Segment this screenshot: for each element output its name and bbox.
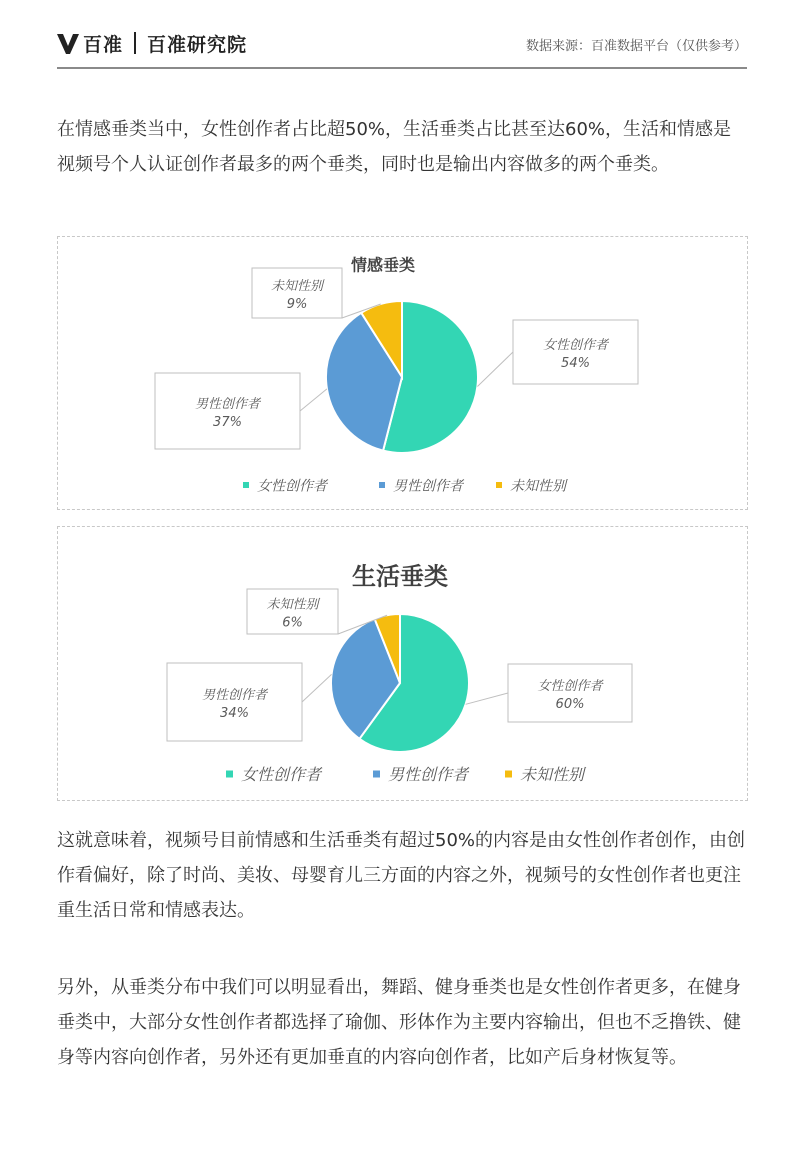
paragraph-intro: 在情感垂类当中，女性创作者占比超50%，生活垂类占比甚至达60%，生活和情感是视频号个人认证创作者最多的两个垂类，同时也是输出内容做多的两个垂类。 bbox=[57, 119, 732, 175]
header bbox=[57, 26, 747, 66]
legend-label-female: 女性创作者 bbox=[241, 765, 322, 785]
legend-label-unknown: 未知性别 bbox=[520, 765, 585, 785]
data-label-category: 男性创作者 bbox=[194, 397, 261, 412]
legend-label-unknown: 未知性别 bbox=[510, 478, 566, 495]
legend-swatch-male bbox=[379, 482, 385, 488]
leader-line bbox=[300, 389, 327, 411]
brand-logo-icon bbox=[57, 34, 79, 54]
chart-title: 情感垂类 bbox=[350, 255, 416, 275]
life-pie-chart bbox=[58, 527, 747, 800]
chart-title: 生活垂类 bbox=[352, 562, 448, 591]
legend-swatch-unknown bbox=[496, 482, 502, 488]
legend-label-male: 男性创作者 bbox=[388, 765, 469, 785]
data-label-value: 34% bbox=[220, 706, 249, 721]
legend-label-male: 男性创作者 bbox=[393, 478, 463, 495]
paragraph-dance-fitness: 另外，从垂类分布中我们可以明显看出，舞蹈、健身垂类也是女性创作者更多，在健身垂类中，大部分女性创作者都选择了瑜伽、形体作为主要内容输出，但也不乏撸铁、健身等内容向创作者，另外还有更加垂直的内容向创作者，比如产后身材恢复等。 bbox=[57, 977, 741, 1068]
data-source: 数据来源：百准数据平台（仅供参考） bbox=[525, 39, 747, 54]
legend-label-female: 女性创作者 bbox=[257, 478, 327, 495]
legend-swatch-male bbox=[373, 771, 380, 778]
paragraph-meaning: 这就意味着，视频号目前情感和生活垂类有超过50%的内容是由女性创作者创作，由创作看偏好，除了时尚、美妆、母婴育儿三方面的内容之外，视频号的女性创作者也更注重生活日常和情感表达。 bbox=[57, 830, 746, 921]
brand-divider bbox=[134, 32, 136, 54]
data-label-value: 60% bbox=[555, 697, 585, 712]
legend-swatch-female bbox=[226, 771, 233, 778]
emotion-chart-panel bbox=[57, 236, 748, 510]
emotion-pie-chart bbox=[58, 237, 747, 509]
data-label-category: 未知性别 bbox=[270, 279, 324, 294]
leader-line bbox=[302, 674, 332, 702]
legend-swatch-female bbox=[243, 482, 249, 488]
data-label-category: 女性创作者 bbox=[537, 679, 603, 694]
data-label-value: 6% bbox=[282, 615, 303, 631]
data-label-category: 女性创作者 bbox=[542, 338, 609, 353]
data-label-value: 54% bbox=[561, 356, 590, 371]
brand-subtitle: 百准研究院 bbox=[147, 34, 248, 56]
data-label-category: 未知性别 bbox=[266, 597, 319, 613]
life-chart-panel bbox=[57, 526, 748, 801]
brand-name: 百准 bbox=[83, 34, 124, 56]
data-label-value: 37% bbox=[213, 415, 242, 430]
leader-line bbox=[466, 693, 508, 704]
header-divider bbox=[57, 67, 747, 69]
legend-swatch-unknown bbox=[505, 771, 512, 778]
data-label-category: 男性创作者 bbox=[201, 688, 268, 703]
leader-line bbox=[477, 352, 513, 387]
data-label-value: 9% bbox=[286, 297, 308, 312]
